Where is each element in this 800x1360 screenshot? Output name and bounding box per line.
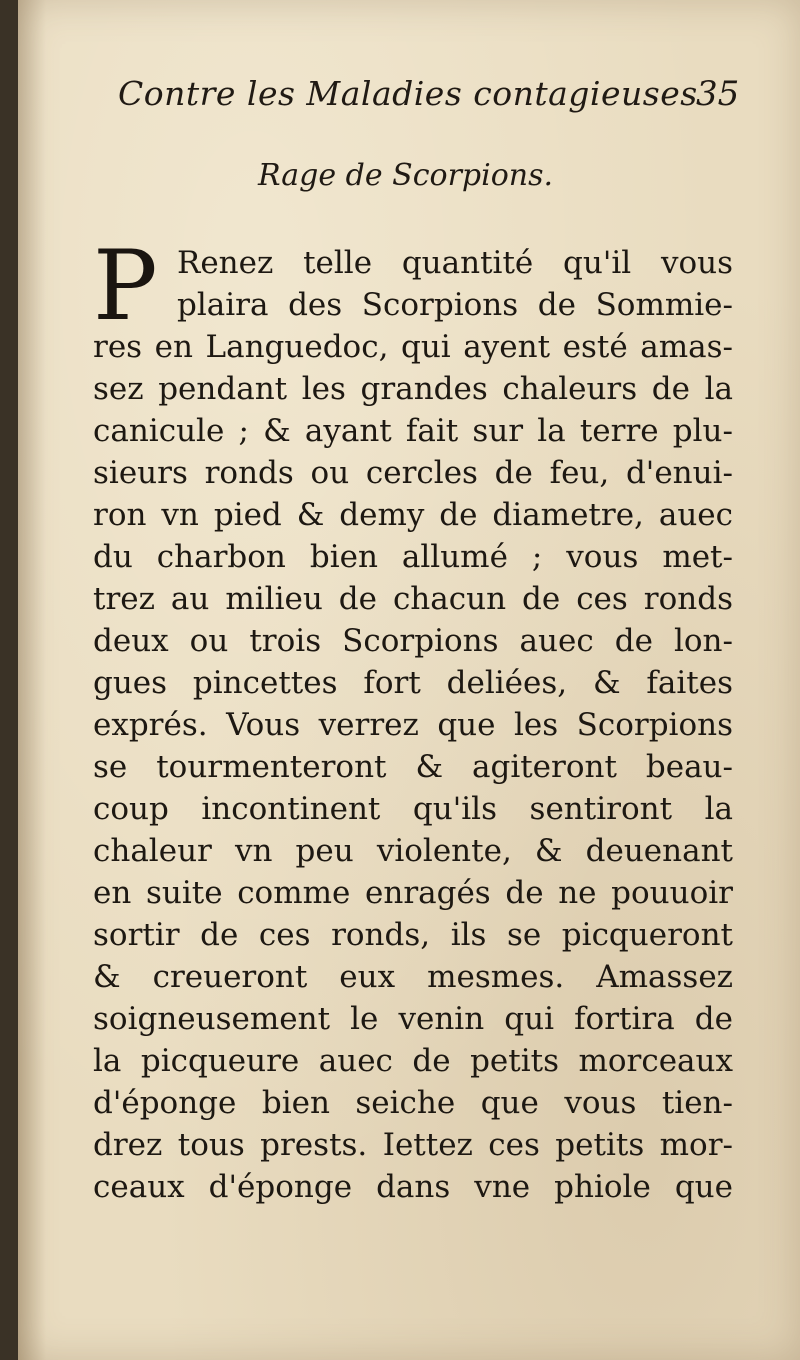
text-line: coup incontinent qu'ils sentiront la xyxy=(93,791,733,827)
text-line: soigneusement le venin qui fortira de xyxy=(93,1001,733,1037)
text-line: la picqueure auec de petits morceaux xyxy=(93,1043,733,1079)
drop-cap: P xyxy=(93,230,158,342)
text-line: trez au milieu de chacun de ces ronds xyxy=(93,581,733,617)
page-number: 35 xyxy=(696,74,740,114)
running-header xyxy=(118,66,758,126)
text-line: & creueront eux mesmes. Amassez xyxy=(93,959,733,995)
text-line: deux ou trois Scorpions auec de lon- xyxy=(93,623,733,659)
text-line: sortir de ces ronds, ils se picqueront xyxy=(93,917,733,953)
text-line: ron vn pied & demy de diametre, auec xyxy=(93,497,733,533)
text-line: sieurs ronds ou cercles de feu, d'enui- xyxy=(93,455,733,491)
book-page xyxy=(18,0,800,1360)
text-line: canicule ; & ayant fait sur la terre plu- xyxy=(93,413,733,449)
text-line: se tourmenteront & agiteront beau- xyxy=(93,749,733,785)
text-line: chaleur vn peu violente, & deuenant xyxy=(93,833,733,869)
text-line: exprés. Vous verrez que les Scorpions xyxy=(93,707,733,743)
text-line: en suite comme enragés de ne pouuoir xyxy=(93,875,733,911)
section-title: Rage de Scorpions. xyxy=(258,158,554,193)
text-line: du charbon bien allumé ; vous met- xyxy=(93,539,733,575)
body-text xyxy=(93,230,733,1208)
text-line: drez tous prests. Iettez ces petits mor- xyxy=(93,1127,733,1163)
text-line: Renez telle quantité qu'il vous xyxy=(177,245,733,281)
text-line: ceaux d'éponge dans vne phiole que xyxy=(93,1169,733,1205)
running-title: Contre les Maladies contagieuses xyxy=(118,74,698,113)
text-line: res en Languedoc, qui ayent esté amas- xyxy=(93,329,733,365)
text-line: gues pincettes fort deliées, & faites xyxy=(93,665,733,701)
text-line: d'éponge bien seiche que vous tien- xyxy=(93,1085,733,1121)
text-line: sez pendant les grandes chaleurs de la xyxy=(93,371,733,407)
text-line: plaira des Scorpions de Sommie- xyxy=(177,287,733,323)
